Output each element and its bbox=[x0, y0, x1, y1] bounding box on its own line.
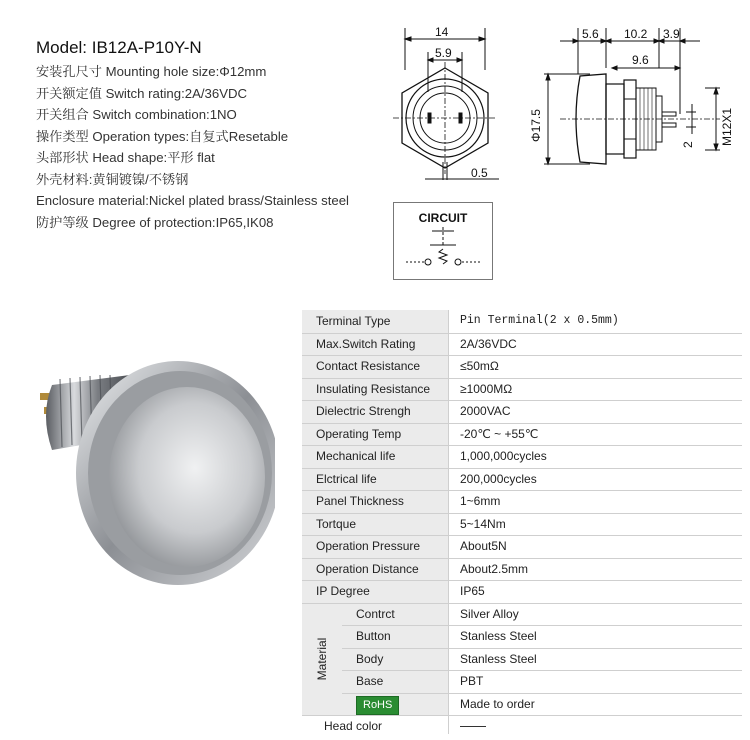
dash-mark bbox=[460, 726, 486, 727]
spec-enclosure-cn: 外壳材料:黄铜镀镍/不锈钢 bbox=[36, 171, 189, 187]
spec-enclosure-en: Enclosure material:Nickel plated brass/Stainless steel bbox=[36, 193, 349, 208]
table-row bbox=[302, 400, 742, 423]
model-title: Model: IB12A-P10Y-N bbox=[36, 38, 202, 57]
row-divider bbox=[302, 603, 742, 604]
spec-switch-combination: 开关组合 Switch combination:1NO bbox=[36, 107, 237, 122]
row-value bbox=[448, 715, 742, 738]
row-label bbox=[342, 693, 448, 716]
table-row bbox=[302, 648, 742, 671]
dim-m12x1: M12X1 bbox=[720, 107, 734, 146]
row-label: Mechanical life bbox=[302, 445, 448, 468]
circuit-symbol bbox=[394, 225, 492, 277]
row-label: Elctrical life bbox=[302, 468, 448, 491]
spec-switch-rating: 开关额定值 Switch rating:2A/36VDC bbox=[36, 85, 248, 101]
row-label: IP Degree bbox=[302, 580, 448, 603]
dim-3-9: 3.9 bbox=[663, 27, 680, 41]
row-label: Contact Resistance bbox=[302, 355, 448, 378]
row-divider bbox=[342, 693, 742, 694]
row-label: Body bbox=[342, 648, 448, 671]
row-value: 2000VAC bbox=[460, 404, 511, 418]
circuit-diagram bbox=[393, 202, 493, 280]
row-label: Panel Thickness bbox=[302, 490, 448, 513]
table-row bbox=[302, 693, 742, 716]
row-divider bbox=[302, 400, 742, 401]
row-divider bbox=[302, 423, 742, 424]
row-label: Terminal Type bbox=[302, 310, 448, 333]
table-row bbox=[302, 513, 742, 536]
table-row bbox=[302, 670, 742, 693]
dim-14: 14 bbox=[435, 25, 449, 39]
dim-5-6: 5.6 bbox=[582, 27, 599, 41]
row-label: Contrct bbox=[342, 603, 448, 626]
row-label: Button bbox=[342, 625, 448, 648]
table-row bbox=[302, 558, 742, 581]
side-view-drawing bbox=[520, 24, 740, 184]
table-row bbox=[302, 445, 742, 468]
table-row bbox=[302, 580, 742, 603]
front-view-drawing bbox=[385, 22, 505, 194]
row-value: ≥1000MΩ bbox=[460, 381, 513, 396]
spec-head-shape: 头部形状 Head shape:平形 flat bbox=[36, 150, 215, 165]
row-divider bbox=[302, 513, 742, 514]
table-row bbox=[302, 625, 742, 648]
table-row bbox=[302, 715, 742, 738]
row-divider bbox=[342, 648, 742, 649]
row-divider bbox=[342, 670, 742, 671]
row-label: Tortque bbox=[302, 513, 448, 536]
table-row bbox=[302, 535, 742, 558]
row-label: Operation Pressure bbox=[302, 535, 448, 558]
row-value: PBT bbox=[460, 674, 484, 688]
row-label: Insulating Resistance bbox=[302, 378, 448, 401]
table-row bbox=[302, 468, 742, 491]
row-value: 5~14Nm bbox=[460, 516, 506, 531]
table-row bbox=[302, 603, 742, 626]
row-divider bbox=[302, 715, 742, 716]
row-value: 2A/36VDC bbox=[460, 336, 517, 351]
row-divider bbox=[342, 625, 742, 626]
row-value: Silver Alloy bbox=[460, 606, 519, 621]
dim-0-5: 0.5 bbox=[471, 166, 488, 180]
row-divider bbox=[302, 580, 742, 581]
row-value: About2.5mm bbox=[460, 561, 529, 576]
row-label: Operation Distance bbox=[302, 558, 448, 581]
row-value: Stanless Steel bbox=[460, 629, 537, 643]
row-divider bbox=[302, 445, 742, 446]
row-divider bbox=[302, 558, 742, 559]
row-value: Pin Terminal(2 x 0.5mm) bbox=[460, 314, 619, 327]
row-value: 1,000,000cycles bbox=[460, 449, 547, 463]
table-row bbox=[302, 310, 742, 333]
table-row bbox=[302, 355, 742, 378]
row-value: -20℃ ~ +55℃ bbox=[460, 426, 539, 441]
row-label: Operating Temp bbox=[302, 423, 448, 446]
row-divider bbox=[302, 535, 742, 536]
row-label: Base bbox=[342, 670, 448, 693]
row-label: Max.Switch Rating bbox=[302, 333, 448, 356]
spec-protection: 防护等级 Degree of protection:IP65,IK08 bbox=[36, 214, 274, 230]
spec-mounting-hole: 安装孔尺寸 Mounting hole size:Φ12mm bbox=[36, 64, 267, 79]
spec-operation-types: 操作类型 Operation types:自复式Resetable bbox=[36, 128, 289, 144]
dim-10-2: 10.2 bbox=[624, 27, 648, 41]
table-row bbox=[302, 333, 742, 356]
circuit-title: CIRCUIT bbox=[418, 211, 468, 225]
dim-pin-2: 2 bbox=[681, 141, 695, 148]
table-row bbox=[302, 423, 742, 446]
dim-dia-17-5: Φ17.5 bbox=[529, 109, 543, 142]
row-divider bbox=[302, 468, 742, 469]
row-value: ≤50mΩ bbox=[460, 359, 499, 373]
row-divider bbox=[302, 355, 742, 356]
table-row bbox=[302, 490, 742, 513]
row-value: 200,000cycles bbox=[460, 471, 537, 486]
material-label: Material bbox=[315, 637, 329, 680]
spec-summary bbox=[36, 38, 349, 233]
row-divider bbox=[302, 333, 742, 334]
row-value: Made to order bbox=[460, 696, 535, 711]
row-label: Head color bbox=[324, 719, 383, 733]
row-value: IP65 bbox=[460, 584, 485, 598]
dim-5-9: 5.9 bbox=[435, 46, 452, 60]
rohs-badge: RoHS bbox=[356, 696, 399, 715]
product-photo bbox=[30, 355, 275, 595]
row-divider bbox=[302, 378, 742, 379]
dim-9-6: 9.6 bbox=[632, 53, 649, 67]
row-label: Dielectric Strengh bbox=[302, 400, 448, 423]
row-value: About5N bbox=[460, 539, 507, 553]
spec-table bbox=[302, 310, 742, 734]
row-value: 1~6mm bbox=[460, 494, 501, 508]
row-value: Stanless Steel bbox=[460, 651, 537, 666]
table-row bbox=[302, 378, 742, 401]
row-divider bbox=[302, 490, 742, 491]
